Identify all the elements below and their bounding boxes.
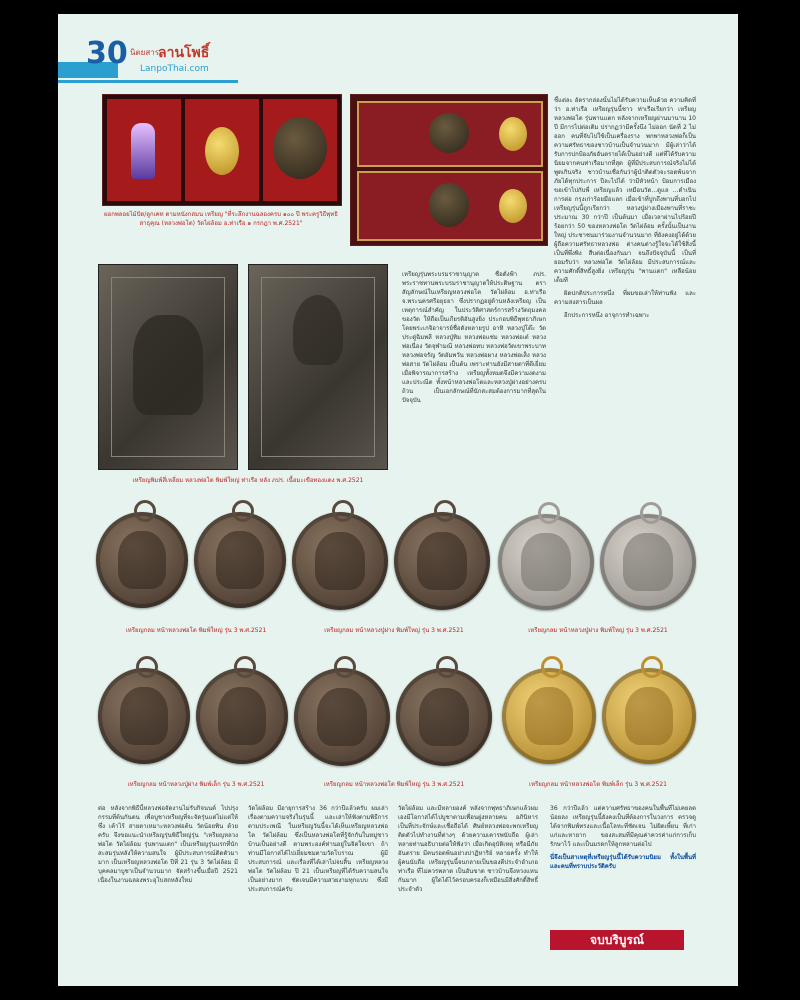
photo-velvet-cases bbox=[350, 94, 548, 246]
magazine-url: LanpoThai.com bbox=[140, 64, 209, 74]
gold-pendant-icon bbox=[205, 127, 239, 175]
bottom-col2-text: วัดไผ่ล้อม มีอายุการสร้าง 36 กว่าปีแล้วครับ ผมเล่าเรื่องตามความจริงในรุ่นนี้ และเล่าให้ฟังตามพิธีการตามประเพณี ในเหรียญวันนี้จะได้เห็นเหรียญหลวงพ่อโต วัดไผ่ล้อม ซึ่งเป็นหลวงพ่อโตที่รู้จักกันในหมู่ชาวบ้านเป็นอย่างดี ตามพระองค์ท่านอยู่ในจิตใจเขา ถ้าท่านมีโอกาสได้ไปเยี่ยมชมตามวัดโบราณ ผู้มีประสบการณ์ และเรื่องที่ได้เล่าไม่จบสิ้น เหรียญหลวงพ่อโต วัดไผ่ล้อม ปี 21 เป็นเหรียญที่ได้รับความสนใจเป็นอย่างมาก ชัดเจนมีความสวยงามทุกแบบ ซึ่งมีประสบการณ์ครับ bbox=[248, 805, 388, 893]
plaque-front bbox=[98, 264, 238, 470]
monk-face-icon bbox=[315, 532, 365, 591]
box-middle bbox=[185, 99, 259, 201]
emblem-icon bbox=[216, 531, 264, 589]
case-top-gold-icon bbox=[499, 117, 527, 151]
coin-loop bbox=[538, 502, 560, 524]
coin-row1-1 bbox=[96, 512, 188, 608]
case-bottom bbox=[357, 171, 543, 241]
emblem-icon bbox=[623, 533, 673, 591]
coin-row2-6 bbox=[602, 668, 696, 764]
monk-face-icon bbox=[118, 531, 166, 589]
case-top bbox=[357, 101, 543, 167]
magazine-page bbox=[58, 14, 738, 986]
coin-loop bbox=[541, 656, 563, 678]
caption-red-boxes: ผอกพลอยไม้ปัด/ลูกเคท ตามหนังกสมน เหรียญ "ที่ระลึกงานฉลองครบ ๑๐๐ ปี พระครูวิธีพุทธิสาธุคุณ (หลวงพ่อโต) วัดไผ่ล้อม อ.ท่าเรือ ๑ กรกฎา พ.ศ.2521" bbox=[104, 211, 338, 227]
emblem-icon bbox=[419, 688, 469, 747]
dark-coin-icon bbox=[273, 117, 327, 179]
right-para-3: อีกประการหนึ่ง อาจุการทำเฉพาะ bbox=[564, 312, 650, 319]
magazine-name: ลานโพธิ์ bbox=[158, 45, 210, 61]
coin-row2-4 bbox=[396, 668, 492, 766]
emblem-icon bbox=[218, 687, 266, 745]
right-para-1: ชี้แต่ละ อัตรากล่องนั้นไม่ได้รับความเห็นด้วย ความคิดที่ว่า อ.ท่าเรือ เหรียญรุ่นนี้ชาว ท่าเรือเรียกว่า เหรียญหลวงพ่อโต รุ่นพานแตก หลังจากเหรียญผ่านมานาน 10 ปี มีการไปต่อเติม ปรากฏว่ามีครั้งนึง ไม่ออก นัดที่ 2 ไม่ออก คนที่จับไปใช้เป็นเครื่องราง พกพาหลวงพ่อก็เป็นความศรัทธาของชาวบ้านเป็นจำนวนมาก มีผู้เล่าว่าได้รับการปกป้องภัยอันตรายได้เป็นอย่างดี แต่ที่ได้รับความนิยมจากคนท่าเรือมากที่สุด ผู้ที่มีประสบการณ์จริงไม่ได้พูดเกินจริง ชาวบ้านเชื่อกันว่าผู้นำติดตัวจะรอดพ้นจากภัยได้ทุกประการ ปีละไป่ได้ ว่ามีหัวหน้า ป้อมการเมืองขอเข้าไปกับพี่ เหรียญแล้ว เหมือนวัด...ดูแล ...ดำเนินการต่อ กรุงเก่าร้อยมือแลก เมื่อเข้าที่ปูกถึงพานที่บอกไป เหรียญรุ่นนี้ถูกเรียกว่า หลวงปู่ผ่างเมืองพานที่ราชะ ประมาณ 30 กว่าปี เป็นต้นมา เมื่อเวลาผ่านไปร้อยปี ร้อยกว่า 50 ของหลวงพ่อโต วัดไผ่ล้อม ครั้งนั้นเป็นงานใหญ่ ประชาชนมาร่วมงานจำนวนมาก ที่ยังคงอยู่ได้ด้วยผู้ถือความศรัทธาหลวงพ่อ ต่างคนต่างรู้ใจจะได้ใช้สิ่งนี้เป็นที่พึ่งพิง สืบต่อเนื่องกันมา จนถึงปัจจุบันนี้ เป็นที่ยอมรับว่า หลวงพ่อโต วัดไผ่ล้อม มีประสบการณ์และความศักดิ์สิทธิ์สูงยิ่ง เหรียญรุ่น "พานแตก" เหลือน้อยเต็มที bbox=[554, 97, 696, 284]
right-column-text bbox=[554, 96, 696, 480]
caption-row2-c: เหรียญกลม หน้าหลวงพ่อโต พิมพ์เล็ก รุ่น 3 พ.ศ.2521 bbox=[529, 781, 667, 788]
bottom-col3-text: วัดไผ่ล้อม และมีหลายองค์ หลังจากพุทธาภิเษกแล้วผมเองมีโอกาสได้ไปบูชาตามเพื่อนฝูงหลายคน อภินิหาร เป็นที่ประจักษ์และเชื่อถือได้ ศิษย์หลวงพ่อจะพกเหรียญติดตัวไปทำงานที่ต่างๆ ด้วยความเคารพนับถือ ผู้เล่าหลายท่านอธิบายต่อให้ฟังว่า เมื่อเกิดอุบัติเหตุ หรือมีภัยอันตราย มีคนรอดพ้นอย่างปาฏิหาริย์ หลายครั้ง ทำให้ผู้คนนับถือ เหรียญรุ่นนี้จนกลายเป็นของดีประจำอำเภอท่าเรือ ที่ไม่ควรพลาด เป็นอันขาด ชาวบ้านจึงหวงแหนกันมาก ผู้ใดได้ไว้ครอบครองก็เหมือนมีสิ่งศักดิ์สิทธิ์ประจำตัว bbox=[398, 805, 538, 893]
emblem-icon bbox=[417, 532, 467, 591]
bottom-column-2 bbox=[248, 804, 388, 954]
coin-row1-3 bbox=[292, 512, 388, 610]
coin-row2-2 bbox=[196, 668, 288, 764]
photo-red-boxes bbox=[102, 94, 342, 206]
coin-row1-6 bbox=[600, 514, 696, 610]
plaque-back bbox=[248, 264, 388, 470]
caption-row2-a: เหรียญกลม หน้าหลวงปู่ผ่าง พิมพ์เล็ก รุ่น 3 พ.ศ.2521 bbox=[127, 781, 265, 788]
bottom-col4-text: 36 กว่าปีแล้ว แต่ความศรัทธาของคนในพื้นที่ไม่เคยลดน้อยลง เหรียญรุ่นนี้ยังคงเป็นที่ต้องการในวงการ ตรวจดูได้จากพิมพ์ทรงและเนื้อโลหะที่ชัดเจน ไม่ผิดเพี้ยน ที่เก่าแก่และหายาก ของสะสมที่มีคุณค่าควรค่าแก่การเก็บรักษาไว้ และเป็นมรดกให้ลูกหลานต่อไป bbox=[550, 805, 696, 848]
royal-emblem-icon bbox=[293, 295, 343, 365]
coin-loop bbox=[134, 500, 156, 522]
caption-row1-a: เหรียญกลม หน้าหลวงพ่อโต พิมพ์ใหญ่ รุ่น 3 พ.ศ.2521 bbox=[125, 627, 267, 634]
coin-row1-2 bbox=[194, 512, 286, 608]
coin-loop bbox=[232, 500, 254, 522]
monk-face-icon bbox=[317, 688, 367, 747]
coin-loop bbox=[434, 500, 456, 522]
coin-row2-1 bbox=[98, 668, 190, 764]
monk-face-icon bbox=[525, 687, 574, 745]
coin-loop bbox=[234, 656, 256, 678]
emblem-icon bbox=[625, 687, 674, 745]
box-left bbox=[107, 99, 181, 201]
coin-row1-4 bbox=[394, 512, 490, 610]
coin-row1-5 bbox=[498, 514, 594, 610]
monk-face-icon bbox=[521, 533, 571, 591]
end-banner: จบบริบูรณ์ bbox=[550, 930, 684, 950]
middle-para-1: เหรียญรุ่นพระบรมราชานุญาต ชื่อดั่งฟ้า ภปร. พระราชทานพระบรมราชานุญาตให้ประดิษฐาน ตราสัญลักษณ์ในเหรียญหลวงพ่อโต วัดไผ่ล้อม อ.ท่าเรือ จ.พระนครศรีอยุธยา ซึ่งปรากฏอยู่ด้านหลังเหรียญ เป็นเหตุการณ์สำคัญ ในประวัติศาสตร์การสร้างวัตถุมงคลของวัด ให้ถือเป็นเกียรติอันสูงยิ่ง ประกอบพิธีพุทธาภิเษกโดยพระเกจิอาจารย์ชื่อดังหลายรูป อาทิ หลวงปู่โต๊ะ วัดประดู่ฉิมพลี หลวงปู่ทิม หลวงพ่อแช่ม หลวงพ่อเต๋ หลวงพ่อเนื่อง วัดจุฬามณี หลวงพ่อทบ หลวงพ่อวัดเขาพระบาท หลวงพ่อจรัญ วัดอัมพวัน หลวงพ่อผาง หลวงพ่อเส็ง หลวงพ่อสาย วัดไผ่ล้อม เป็นต้น เพราะท่านยังมีสายตาที่ดีเยี่ยมเมื่อพิจารณาการสร้าง เหรียญทั้งหมดจึงมีความงดงามและประณีต ทั้งหน้าหลวงพ่อโตและหลวงปู่ผ่างอย่างครบถ้วน เป็นเอกลักษณ์ที่นักสะสมต้องการมากที่สุดในปัจจุบัน bbox=[402, 271, 546, 404]
coin-row2-5 bbox=[502, 668, 596, 764]
amulet-tag-icon bbox=[131, 123, 155, 179]
caption-row2-b: เหรียญกลม หน้าหลวงพ่อโต พิมพ์ใหญ่ รุ่น 3 พ.ศ.2521 bbox=[323, 781, 465, 788]
bottom-column-1 bbox=[98, 804, 238, 954]
coin-loop bbox=[136, 656, 158, 678]
page-number: 30 bbox=[86, 36, 128, 71]
monk-figure-icon bbox=[133, 315, 203, 415]
case-bottom-coin-icon bbox=[429, 183, 469, 227]
header-rule bbox=[58, 80, 238, 83]
coin-loop bbox=[436, 656, 458, 678]
middle-column-text bbox=[402, 270, 546, 480]
case-top-coin-icon bbox=[429, 113, 469, 153]
coin-row2-3 bbox=[294, 668, 390, 766]
bottom-col1-text: ต่อ หลังจากพิธีนี้หลวงพ่อจัดงานไม่รับกิจนนต์ ไปปรุงกรรมที่ต้นกันตน เพื่อบูชาเหรียญที่จะจัดรุ่นแต่ไม่แต่ให้ ซึ่ง เค้าไร้ สายตาเหมาะหลวงพ่อต้น วัดน้อยพิน ด้วยครับ จึงขอแนะนำเหรียญรุ่นพิธีใหญ่รุ่น "เหรียญหลวงพ่อโต วัดไผ่ล้อม รุ่นพานแตก" เป็นเหรียญรุ่นแรกที่นักสะสมรุ่นหลังให้ความสนใจ ผู้มีประสบการณ์ติดตัวมามาก เป็นเหรียญหลวงพ่อโต ปีที่ 21 รุ่น 3 วัดไผ่ล้อม มีบุคคลมาบูชาเป็นจำนวนมาก จัดสร้างขึ้นเมื่อปี 2521 เนื่องในงานฉลองพระอุโบสถหลังใหม่ bbox=[98, 805, 238, 884]
coin-loop bbox=[332, 500, 354, 522]
right-para-2: ผิดปกติประการหนึ่ง ที่ผมขอเล่าให้ท่านฟัง และความสงสารเป็นผล bbox=[554, 290, 696, 306]
caption-plaque: เหรียญพิมพ์สี่เหลี่ยม หลวงพ่อโต พิมพ์ใหญ่ ท่าเรือ หลัง ภปร. เนื้อมะเขือทองแดง พ.ศ.2521 bbox=[132, 477, 364, 484]
conclusion-text: นี่จึงเป็นสาเหตุที่เหรียญรุ่นนี้ได้รับความนิยม ทั้งในพื้นที่ และคนที่ทราบประวัติครับ bbox=[550, 854, 696, 870]
case-bottom-gold-icon bbox=[499, 189, 527, 223]
caption-row1-c: เหรียญกลม หน้าหลวงปู่ผ่าง พิมพ์ใหญ่ รุ่น 3 พ.ศ.2521 bbox=[528, 627, 668, 634]
bottom-column-3 bbox=[398, 804, 538, 954]
bottom-column-4 bbox=[550, 804, 696, 924]
magazine-label: นิตยสาร bbox=[130, 48, 160, 57]
coin-loop bbox=[641, 656, 663, 678]
caption-row1-b: เหรียญกลม หน้าหลวงปู่ผ่าง พิมพ์ใหญ่ รุ่น 3 พ.ศ.2521 bbox=[324, 627, 464, 634]
box-right bbox=[263, 99, 337, 201]
monk-face-icon bbox=[120, 687, 168, 745]
coin-loop bbox=[640, 502, 662, 524]
coin-loop bbox=[334, 656, 356, 678]
